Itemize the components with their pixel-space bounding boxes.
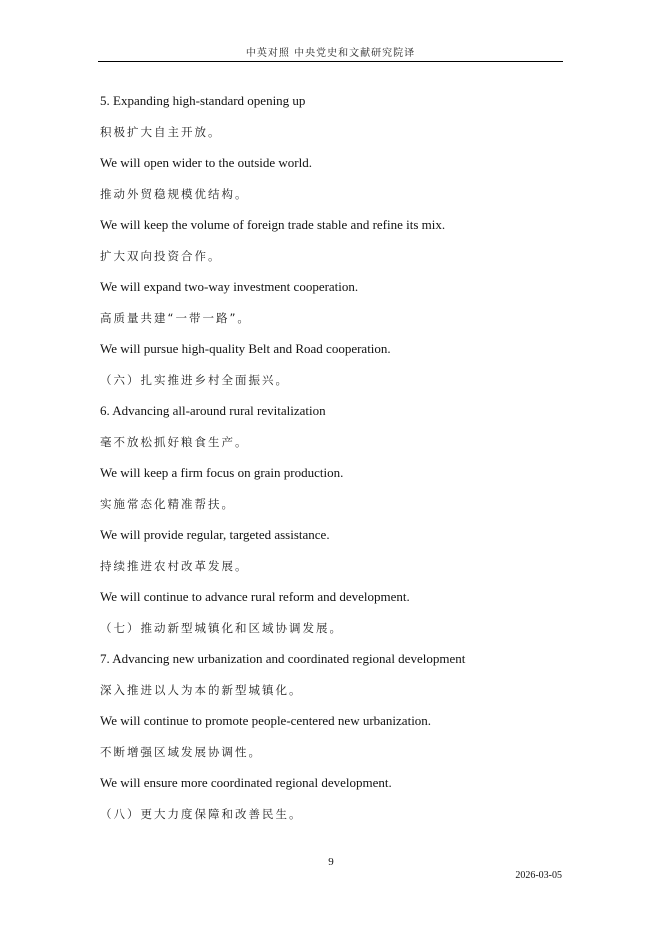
chinese-text-line: 持续推进农村改革发展。: [100, 559, 249, 573]
page-header: 中英对照 中央党史和文献研究院译: [245, 48, 416, 59]
english-text-line: We will open wider to the outside world.: [100, 155, 312, 170]
chinese-text-line: 扩大双向投资合作。: [100, 249, 222, 263]
chinese-text-line: 实施常态化精准帮扶。: [100, 497, 235, 511]
chinese-text-line: （七）推动新型城镇化和区域协调发展。: [100, 621, 343, 635]
english-text-line: 6. Advancing all-around rural revitalization: [100, 403, 326, 418]
footer-date: 2026-03-05: [515, 870, 562, 881]
chinese-text-line: 毫不放松抓好粮食生产。: [100, 435, 249, 449]
english-text-line: 7. Advancing new urbanization and coordinated regional development: [100, 651, 466, 666]
english-text-line: We will provide regular, targeted assistance.: [100, 527, 330, 542]
english-text-line: We will continue to promote people-centered new urbanization.: [100, 713, 432, 728]
chinese-text-line: 积极扩大自主开放。: [100, 125, 222, 139]
chinese-text-line: 高质量共建“一带一路”。: [100, 311, 251, 325]
english-text-line: We will expand two-way investment cooperation.: [100, 279, 359, 294]
english-text-line: 5. Expanding high-standard opening up: [100, 93, 306, 108]
english-text-line: We will keep the volume of foreign trade stable and refine its mix.: [100, 217, 446, 232]
english-text-line: We will pursue high-quality Belt and Road cooperation.: [100, 341, 391, 356]
english-text-line: We will keep a firm focus on grain production.: [100, 465, 344, 480]
chinese-text-line: （八）更大力度保障和改善民生。: [100, 807, 303, 821]
chinese-text-line: （六）扎实推进乡村全面振兴。: [100, 373, 289, 387]
header-rule: [98, 61, 563, 62]
chinese-text-line: 深入推进以人为本的新型城镇化。: [100, 683, 303, 697]
english-text-line: We will ensure more coordinated regional development.: [100, 775, 392, 790]
chinese-text-line: 推动外贸稳规模优结构。: [100, 187, 249, 201]
page-number: 9: [328, 856, 334, 868]
chinese-text-line: 不断增强区域发展协调性。: [100, 745, 262, 759]
english-text-line: We will continue to advance rural reform and development.: [100, 589, 410, 604]
